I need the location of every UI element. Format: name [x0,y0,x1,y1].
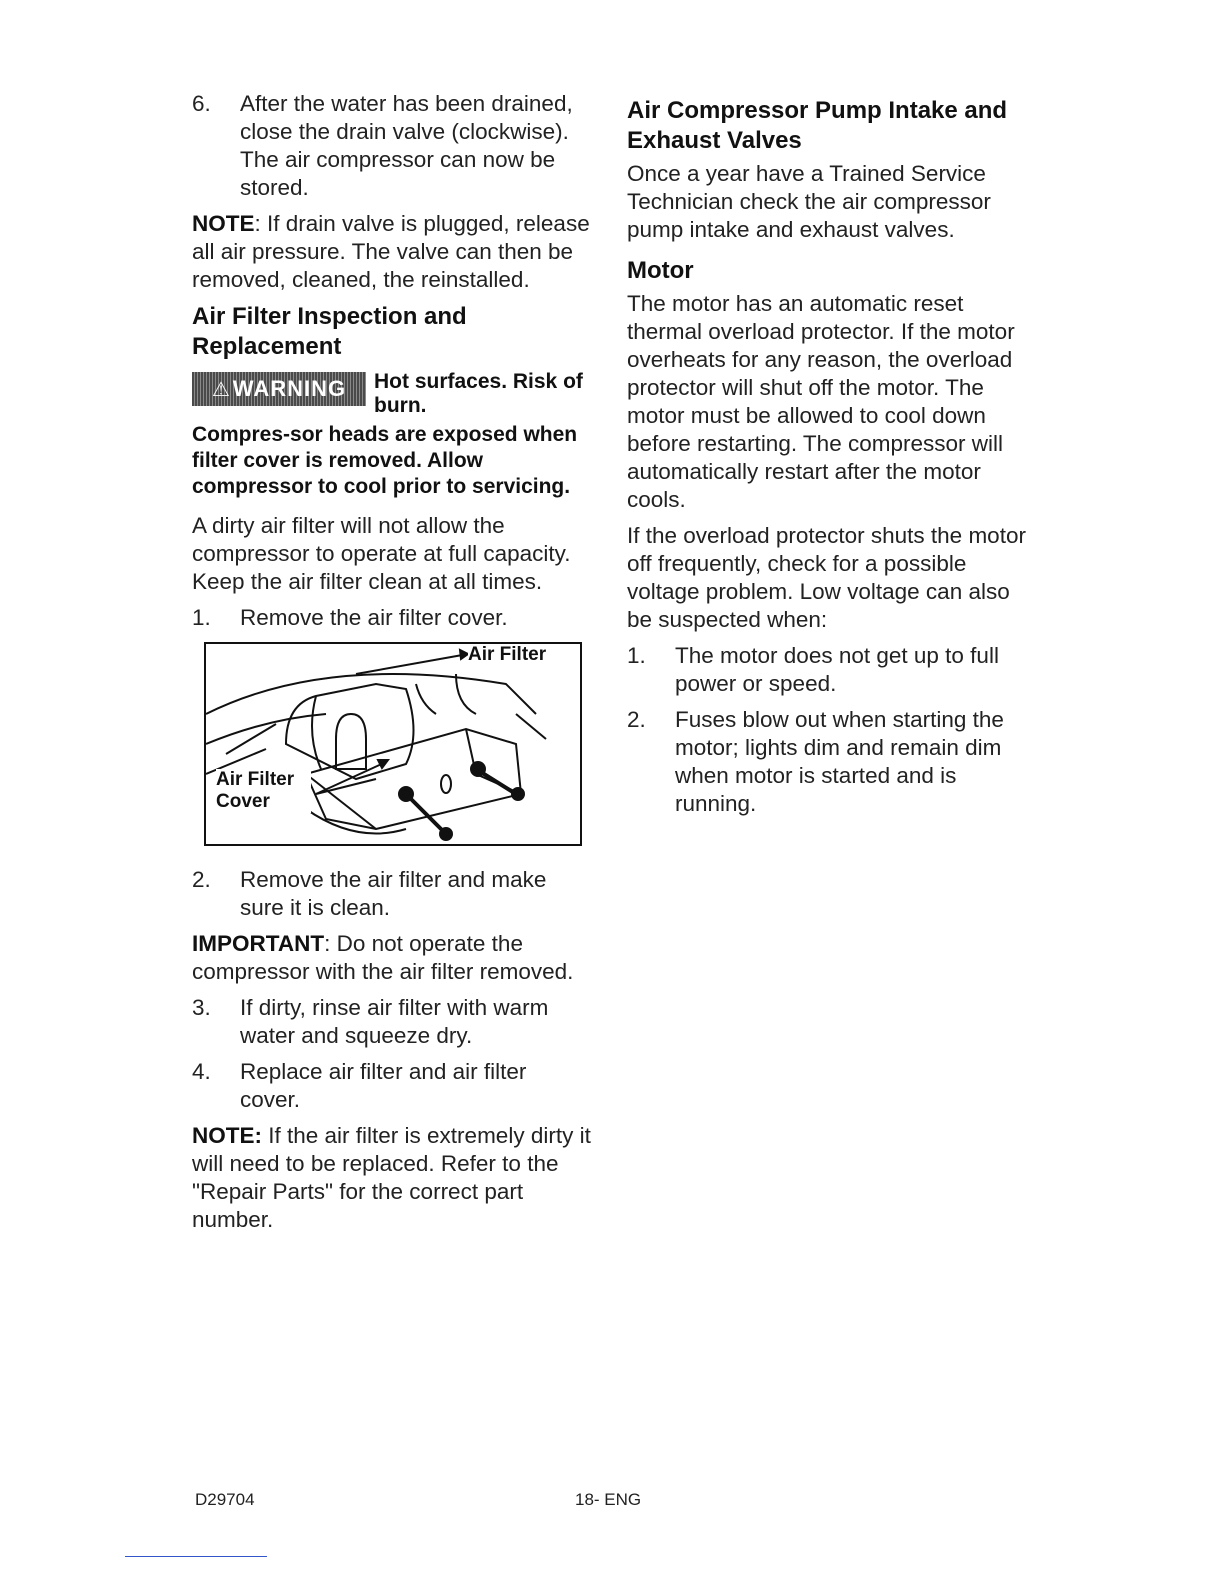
motor-paragraph: The motor has an automatic reset thermal overload protector. If the motor overheats for any reason, the overload protector will shut off the motor. The motor must be allowed to cool down before restarting. The compressor will automatically restart after the motor cools. [627,291,1015,512]
list-item [192,1058,592,1114]
important-label: IMPORTANT [192,931,325,956]
item-number: 2. [192,867,211,892]
document-number: D29704 [195,1490,255,1509]
warning-block [192,370,592,418]
compressor-illustration [206,644,580,844]
footer-divider [125,1556,267,1557]
item-text: Fuses blow out when starting the motor; lights dim and remain dim when motor is started and is running. [675,707,1004,816]
item-number: 1. [192,605,211,630]
section-heading-air-filter: Air Filter Inspection and Replacement [192,303,467,360]
air-filter-label: Air Filter [468,644,547,665]
list-item [192,994,592,1050]
item-text: After the water has been drained, close the drain valve (clockwise). The air compressor can now be stored. [240,91,573,200]
list-item [192,604,592,632]
warning-side-text: Hot surfaces. Risk of burn. [374,370,583,417]
note-label: NOTE: [192,1123,262,1148]
item-number: 2. [627,707,646,732]
section-heading-valves: Air Compressor Pump Intake and Exhaust Valves [627,97,1008,154]
list-item [192,866,592,922]
item-text: Replace air filter and air filter cover. [240,1059,527,1112]
item-text: If dirty, rinse air filter with warm water and squeeze dry. [240,995,549,1048]
list-item [192,90,592,202]
list-item [627,706,1027,818]
overload-paragraph: If the overload protector shuts the motor off frequently, check for a possible voltage problem. Low voltage can also be suspected when: [627,523,1026,632]
item-number: 1. [627,643,646,668]
note-text: : If drain valve is plugged, release all air pressure. The valve can then be removed, cleaned, the reinstalled. [192,211,590,292]
item-text: The motor does not get up to full power or speed. [675,643,999,696]
air-filter-figure [204,642,582,846]
item-text: Remove the air filter and make sure it is clean. [240,867,547,920]
section-heading-motor: Motor [627,257,694,284]
item-number: 3. [192,995,211,1020]
warning-body-text: Compres-sor heads are exposed when filter cover is removed. Allow compressor to cool prior to servicing. [192,423,578,498]
item-number: 4. [192,1059,211,1084]
page-number: 18- ENG [575,1490,642,1509]
dirty-filter-paragraph: A dirty air filter will not allow the compressor to operate at full capacity. Keep the air filter clean at all times. [192,513,571,594]
note-paragraph [192,210,592,294]
note-label: NOTE [192,211,255,236]
warning-badge-label: WARNING [232,376,347,401]
valves-paragraph: Once a year have a Trained Service Technician check the air compressor pump intake and exhaust valves. [627,161,991,242]
warning-triangle-icon: ⚠ [211,378,231,401]
warning-badge [192,372,366,406]
important-text: : Do not operate the compressor with the air filter removed. [192,931,574,984]
right-column [627,90,1027,826]
air-filter-cover-label: Air Filter Cover [216,769,311,813]
item-number: 6. [192,91,211,116]
note-text: If the air filter is extremely dirty it will need to be replaced. Refer to the "Repair Parts" for the correct part number. [192,1123,591,1232]
list-item [627,642,1027,698]
item-text: Remove the air filter cover. [240,605,508,630]
important-paragraph [192,930,592,986]
note-paragraph [192,1122,592,1234]
left-column [192,90,592,1242]
